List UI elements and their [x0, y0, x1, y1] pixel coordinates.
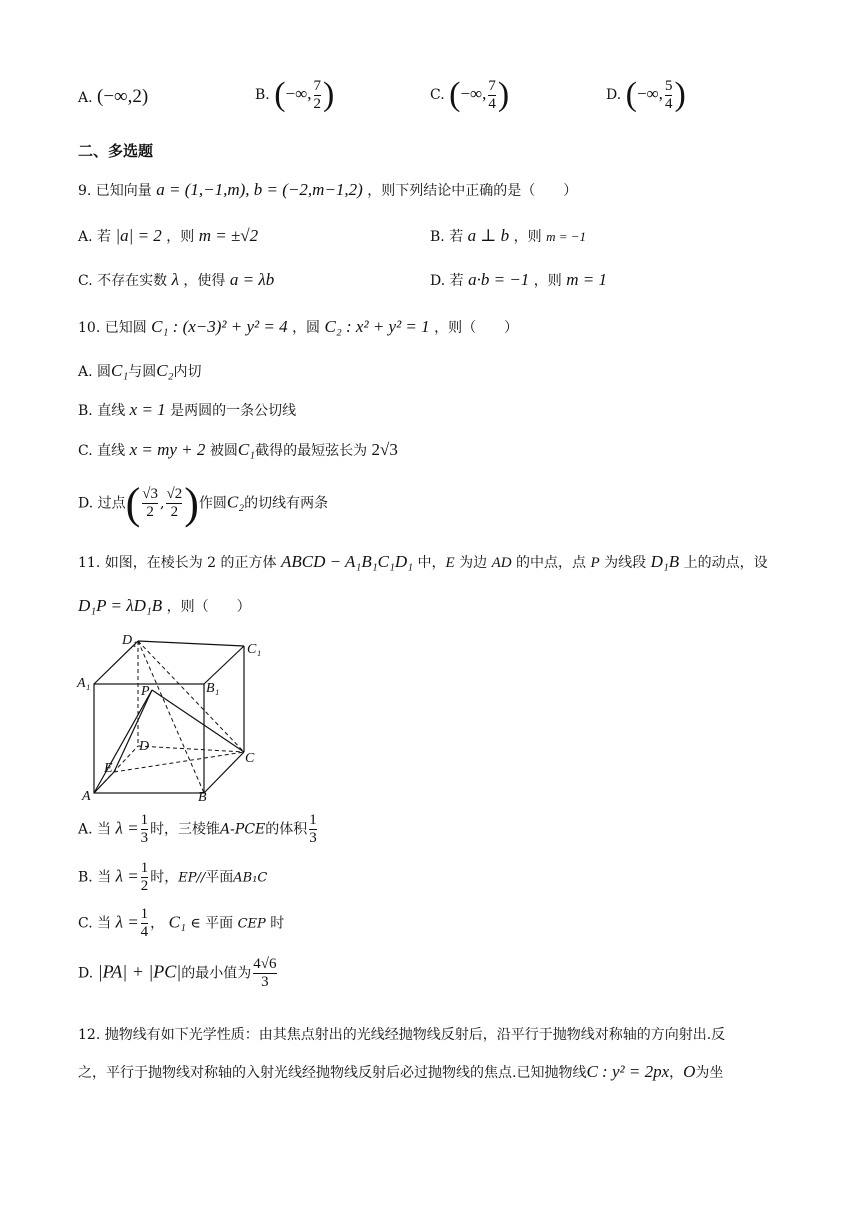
option-text: 平面: [205, 915, 234, 932]
circle-c2: C₂: [156, 361, 174, 380]
distance-sum: |PA| + |PC|: [97, 961, 182, 982]
cube-figure: [74, 628, 274, 808]
option-text: C. 不存在实数: [78, 273, 168, 289]
cube-name: ABCD − A₁B₁C₁D₁: [280, 552, 414, 571]
q11-option-b: [78, 860, 267, 895]
frac-num: 1: [140, 860, 149, 876]
point-p: P: [590, 555, 600, 571]
element-of-symbol: ∈: [190, 915, 201, 932]
label-a1: A₁: [77, 676, 91, 691]
frac-num: 7: [313, 77, 321, 94]
frac-num: 4√6: [253, 956, 277, 972]
q12-line2: [78, 1062, 723, 1083]
interval-left: −∞,: [460, 84, 487, 103]
q9-option-d: [430, 270, 607, 290]
stem-text: ，: [669, 1065, 684, 1081]
frac-num: √3: [142, 486, 159, 502]
interval-left: −∞,: [285, 84, 312, 103]
condition: a·b = −1: [468, 270, 530, 289]
frac-num: √2: [166, 486, 183, 502]
result: m = −1: [546, 229, 586, 244]
q11-option-d: [78, 956, 279, 991]
stem-text: ，则下列结论中正确的是（ ）: [367, 183, 578, 199]
parallel-symbol: //: [196, 870, 206, 886]
frac-num: 1: [140, 906, 149, 922]
circle-c2-equation: C₂ : x² + y² = 1: [324, 317, 430, 336]
tetrahedron: A-PCE: [220, 821, 266, 838]
frac-den: 3: [140, 830, 149, 846]
option-text: ，: [150, 915, 165, 932]
point-e: E: [445, 555, 455, 571]
stem-text: 10. 已知圆: [78, 320, 147, 336]
connector: ，则: [166, 229, 195, 245]
point-c1: C₁: [168, 912, 186, 932]
q8-option-a: [78, 86, 148, 108]
q9-stem: [78, 180, 577, 201]
frac-num: 1: [140, 812, 149, 828]
option-label: A.: [78, 90, 93, 106]
label-c1: C₁: [247, 642, 262, 657]
frac-den: 2: [313, 95, 321, 112]
option-text: B. 直线: [78, 403, 126, 419]
lambda: λ =: [115, 912, 139, 932]
option-text: 的最小值为: [181, 965, 252, 982]
circle-c1-equation: C₁ : (x−3)² + y² = 4: [151, 317, 288, 336]
plane-ab1c: AB₁C: [233, 870, 268, 886]
lambda: λ =: [115, 866, 139, 886]
option-text: C. 直线: [78, 443, 126, 459]
q10-option-a: [78, 361, 202, 382]
option-text: D. 过点: [78, 495, 126, 512]
option-text: ，使得: [183, 273, 226, 289]
option-text: 是两圆的一条公切线: [170, 403, 297, 419]
option-text: 截得的最短弦长为: [255, 443, 368, 459]
segment-ep: EP: [178, 870, 197, 886]
option-text: A. 圆: [78, 364, 112, 380]
q8-option-d: D. (−∞, $\frac{5}{4}$ ): [606, 76, 686, 113]
line-equation: x = 1: [129, 400, 166, 419]
option-label: D. 若: [430, 273, 464, 289]
point-o: O: [683, 1062, 696, 1081]
option-text: 的切线有两条: [244, 495, 329, 512]
stem-text: 为线段: [604, 555, 647, 571]
q12-line1: 12. 抛物线有如下光学性质：由其焦点射出的光线经抛物线反射后，沿平行于抛物线对称轴的方向射出.反: [78, 1027, 726, 1043]
segment-d1b: D₁B: [650, 552, 680, 571]
vector-definition: a = (1,−1,m), b = (−2,m−1,2): [156, 180, 363, 199]
option-text: C. 当: [78, 915, 112, 932]
label-b1: B₁: [206, 681, 220, 696]
circle-c2: C₂: [226, 492, 245, 512]
option-text: 与圆: [128, 364, 157, 380]
frac-num: 1: [309, 812, 317, 828]
stem-text: 9. 已知向量: [78, 183, 152, 199]
q11-stem-line1: [78, 552, 768, 573]
option-label: D.: [606, 87, 622, 103]
q10-option-d: D. 过点( $\frac{√3}{2}$ , $\frac{√2}{2}$ )作圆C₂的切线有两条: [78, 479, 329, 528]
result: m = 1: [566, 270, 607, 289]
option-text: 时，三棱锥: [150, 821, 221, 838]
option-label: A. 若: [78, 229, 112, 245]
line-equation: x = my + 2: [129, 440, 206, 459]
option-text: 时，: [150, 869, 179, 886]
stem-text: ，则（ ）: [166, 599, 251, 615]
q9-option-c: [78, 270, 274, 290]
option-a-interval: (−∞,2): [97, 86, 149, 107]
option-text: A. 当: [78, 821, 112, 838]
stem-text: 为坐: [695, 1065, 724, 1081]
frac-den: 2: [146, 504, 154, 520]
option-text: D.: [78, 965, 94, 982]
frac-den: 4: [140, 924, 149, 940]
stem-text: ，圆: [292, 320, 321, 336]
stem-text: 上的动点，设: [683, 555, 768, 571]
section-title: 二、多选题: [78, 142, 154, 160]
label-p: P: [141, 684, 150, 699]
plane-cep: CEP: [237, 916, 266, 932]
q8-option-b: B. (−∞, $\frac{7}{2}$ ): [255, 76, 335, 113]
frac-den: 3: [309, 830, 317, 846]
q10-option-b: [78, 400, 296, 421]
stem-text: ，则（ ）: [434, 320, 519, 336]
option-text: 作圆: [198, 495, 227, 512]
connector: ，则: [513, 229, 542, 245]
option-label: B. 若: [430, 229, 464, 245]
option-label: B.: [255, 87, 270, 103]
lambda: λ =: [115, 818, 139, 838]
label-d: D: [139, 739, 150, 754]
label-d1: D₁: [122, 633, 137, 648]
lambda: λ: [171, 270, 179, 289]
label-c: C: [245, 751, 255, 766]
condition: |a| = 2: [115, 226, 162, 245]
label-e: E: [104, 761, 113, 776]
option-text: 被圆: [209, 443, 238, 459]
parabola-equation: C : y² = 2px: [586, 1062, 670, 1081]
stem-text: 之，平行于抛物线对称轴的入射光线经抛物线反射后必过抛物线的焦点.已知抛物线: [78, 1065, 587, 1081]
frac-den: 4: [664, 95, 673, 112]
q10-stem: [78, 317, 518, 338]
circle-c1: C₁: [111, 361, 129, 380]
frac-den: 2: [140, 878, 149, 894]
q9-option-a: [78, 226, 258, 246]
stem-text: 11. 如图，在棱长为 2 的正方体: [78, 555, 277, 571]
edge-ad: AD: [491, 555, 512, 571]
frac-num: 5: [664, 77, 673, 94]
stem-text: 中，: [417, 555, 446, 571]
option-text: 平面: [205, 869, 234, 886]
result: m = ±√2: [198, 226, 259, 245]
chord-length: 2√3: [371, 440, 398, 459]
q10-option-c: [78, 440, 398, 461]
circle-c1: C₁: [237, 440, 256, 459]
q11-option-a: [78, 812, 319, 847]
option-text: 内切: [173, 364, 202, 380]
stem-text: 为边: [459, 555, 488, 571]
vector-relation: D₁P = λD₁B: [78, 596, 163, 615]
q9-option-b: [430, 226, 586, 246]
frac-num: 7: [488, 77, 496, 94]
label-b: B: [198, 790, 207, 805]
result: a = λb: [229, 270, 275, 289]
label-a: A: [82, 789, 91, 804]
interval-left: −∞,: [636, 84, 663, 103]
condition: a ⊥ b: [467, 226, 510, 245]
connector: ，则: [533, 273, 562, 289]
stem-text: 的中点，点: [516, 555, 587, 571]
frac-den: 2: [170, 504, 179, 520]
q11-stem-line2: [78, 596, 251, 617]
frac-den: 3: [261, 974, 269, 990]
option-label: C.: [430, 87, 445, 103]
q11-option-c: [78, 906, 284, 941]
option-text: B. 当: [78, 869, 112, 886]
frac-den: 4: [488, 95, 496, 112]
q8-option-c: C. (−∞, $\frac{7}{4}$ ): [430, 76, 510, 113]
option-text: 的体积: [265, 821, 308, 838]
option-text: 时: [270, 915, 285, 932]
